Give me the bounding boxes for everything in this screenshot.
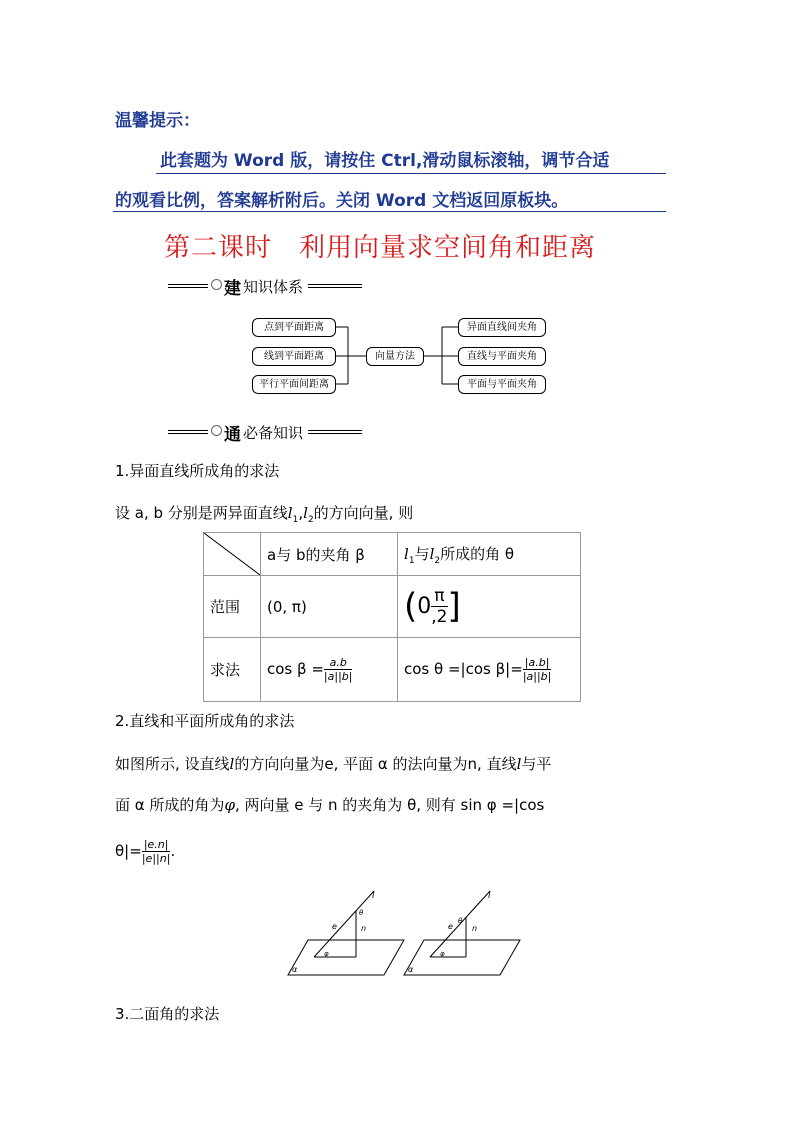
section-glyph: 建 <box>224 279 241 299</box>
text-angle-theta: 所成的角 θ <box>440 544 515 563</box>
section-glyph: 通 <box>224 425 241 445</box>
table-row-label-range: 范围 <box>204 576 261 638</box>
line-plane-figure-left <box>286 885 406 981</box>
diagram-box-left-3: 平行平面间距离 <box>252 375 336 394</box>
section-rule-left <box>168 284 208 288</box>
subscript-2: 2 <box>307 515 314 525</box>
label-theta: θ <box>359 909 364 917</box>
diagram-box-right-1: 异面直线间夹角 <box>458 318 546 337</box>
tip-underline-1 <box>156 173 666 174</box>
tip-title: 温馨提示： <box>115 111 200 131</box>
section-label: 必备知识 <box>243 424 304 442</box>
fraction-denominator: |e||n| <box>141 852 171 865</box>
symbol-l2: l <box>429 544 435 563</box>
text: 如图所示, 设直线 <box>115 755 230 773</box>
table-corner-cell <box>204 533 261 576</box>
table-range-theta <box>398 576 581 638</box>
text: 面 α 所成的角为 <box>115 796 225 814</box>
diagram-box-center: 向量方法 <box>366 347 424 366</box>
table-range-beta: (0, π) <box>261 576 398 638</box>
diagram-connectors <box>252 318 544 394</box>
section-header-knowledge <box>168 420 362 445</box>
fraction-denominator: |a||b| <box>522 670 552 683</box>
diagonal-line <box>204 533 260 575</box>
fraction-numerator: |a.b| <box>524 656 550 669</box>
diagram-box-left-1: 点到平面距离 <box>252 318 336 337</box>
symbol-l2: l <box>303 504 308 522</box>
magnifier-icon <box>211 425 222 436</box>
magnifier-icon <box>211 279 222 290</box>
comma: , <box>298 504 304 522</box>
diagram-box-right-3: 平面与平面夹角 <box>458 375 546 394</box>
label-phi: φ <box>440 950 445 958</box>
label-e: e <box>448 922 453 931</box>
label-alpha: α <box>292 965 298 974</box>
formula-fraction-en <box>142 838 171 865</box>
table-header-beta: a与 b的夹角 β <box>261 533 398 576</box>
formula-cos-theta: cos θ =|cos β|= <box>404 660 523 678</box>
subscript-2: 2 <box>434 555 441 566</box>
paragraph-1-text-a: 设 a, b 分别是两异面直线 <box>115 504 288 522</box>
symbol-l1: l <box>404 544 409 563</box>
section-label: 知识体系 <box>243 278 304 296</box>
label-alpha: α <box>408 965 414 974</box>
formula-fraction-beta <box>324 656 353 683</box>
diagram-box-right-2: 直线与平面夹角 <box>458 347 546 366</box>
table-method-beta <box>261 638 398 702</box>
fraction-numerator: |e.n| <box>143 838 169 851</box>
heading-3: 3.二面角的求法 <box>115 1005 220 1023</box>
heading-2: 2.直线和平面所成角的求法 <box>115 712 295 730</box>
page-title: 第二课时 利用向量求空间角和距离 <box>164 233 597 263</box>
text: 的方向向量为e, 平面 α 的法向量为n, 直线 <box>234 755 517 773</box>
label-n: n <box>361 924 367 933</box>
line-plane-figure-right <box>402 885 522 981</box>
angle-table <box>203 532 581 702</box>
label-l: l <box>488 891 491 901</box>
fraction-numerator: a.b <box>324 656 353 670</box>
heading-1: 1.异面直线所成角的求法 <box>115 462 280 480</box>
symbol-phi: φ <box>224 796 235 814</box>
paragraph-2-line-2 <box>115 794 544 815</box>
tip-underline-2 <box>113 211 666 212</box>
label-l: l <box>372 891 375 901</box>
paragraph-2-line-1 <box>115 753 551 774</box>
text: , 两向量 e 与 n 的夹角为 θ, 则有 sin φ =|cos <box>234 796 545 814</box>
table-header-theta <box>398 533 581 576</box>
fraction-denominator: |a||b| <box>323 670 353 683</box>
diagram-box-left-2: 线到平面距离 <box>252 347 336 366</box>
paragraph-1 <box>115 502 413 525</box>
text: 与平 <box>521 755 552 773</box>
section-rule-left <box>168 430 208 434</box>
table-method-theta <box>398 638 581 702</box>
symbol-l: l <box>229 755 235 773</box>
range-den: 2 <box>436 607 448 627</box>
symbol-l1: l <box>287 504 293 522</box>
section-header-system <box>168 274 362 299</box>
range-bracket-open: ( <box>404 586 418 627</box>
text-with: 与 <box>414 544 430 563</box>
label-theta: θ <box>458 917 463 925</box>
tip-line-2: 的观看比例，答案解析附后。关闭 Word 文档返回原板块。 <box>115 191 569 211</box>
label-n: n <box>472 924 478 933</box>
formula-fraction-theta <box>523 656 552 683</box>
section-rule-right <box>308 430 362 434</box>
range-fraction <box>431 586 447 627</box>
symbol-l: l <box>516 755 522 773</box>
section-rule-right <box>308 284 362 288</box>
label-e: e <box>332 922 337 931</box>
range-bracket-close: ] <box>447 586 461 627</box>
text: . <box>170 842 176 860</box>
knowledge-diagram <box>252 318 544 394</box>
range-num: π <box>434 586 445 606</box>
text: θ|= <box>115 842 142 860</box>
range-zero: 0 <box>417 594 432 619</box>
paragraph-1-text-b: 的方向向量, 则 <box>313 504 414 522</box>
range-comma: , <box>431 607 437 627</box>
table-row-label-method: 求法 <box>204 638 261 702</box>
paragraph-2-line-3 <box>115 838 175 865</box>
label-phi: φ <box>324 950 329 958</box>
subscript-1: 1 <box>292 515 299 525</box>
subscript-1: 1 <box>408 555 415 566</box>
formula-cos-beta: cos β = <box>267 660 324 678</box>
tip-line-1: 此套题为 Word 版，请按住 Ctrl,滑动鼠标滚轴，调节合适 <box>160 151 610 171</box>
